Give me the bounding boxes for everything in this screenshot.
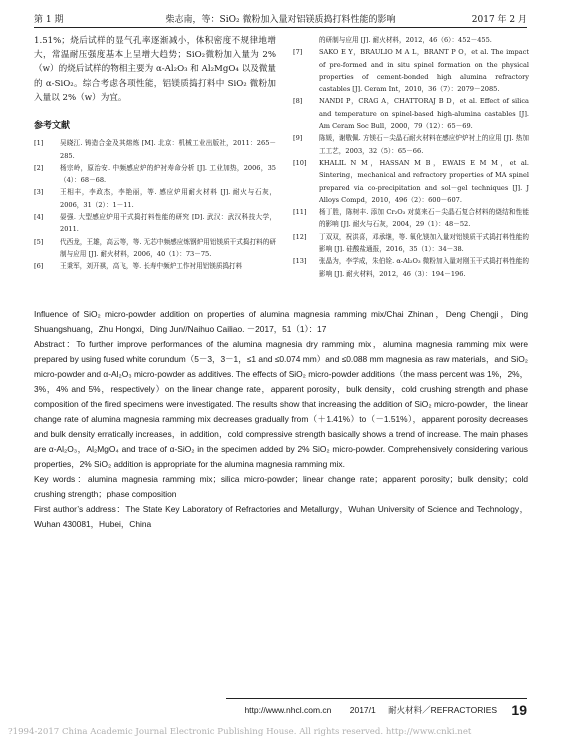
- reference-text: 杨宗岭，原治安. 中频感应炉的炉衬寿命分析 [J]. 工业加热，2006，35（4）：68－68.: [60, 163, 276, 185]
- reference-text: 陈媛，谢敬佩. 方镁石－尖晶石耐火材料在感应炉炉衬上的应用 [J]. 热加工工艺，2003，32（5）：65－66.: [319, 134, 529, 155]
- reference-item: [34, 260, 276, 272]
- reference-item: [293, 46, 529, 95]
- running-header: [34, 12, 527, 28]
- footer-rule: [226, 698, 527, 699]
- reference-item: [293, 255, 529, 280]
- reference-number: [11]: [293, 208, 307, 217]
- reference-number: [2]: [34, 163, 44, 172]
- reference-item: [34, 186, 276, 211]
- reference-item: [293, 95, 529, 132]
- left-column: [34, 34, 276, 272]
- footer-issue: 2017/1: [349, 705, 376, 715]
- reference-text: 代西龙，王雄，高云等，等. 无芯中频感应炼钢炉用铝镁质干式捣打料的研制与应用 [J]. 耐火材料，2006，40（1）：73－75.: [60, 237, 276, 258]
- reference-number: [9]: [293, 134, 303, 143]
- author-address: First author’s address：The State Key Laboratory of Refractories and Metallurgy，Wuhan University of Science and Technology，Wuhan 430081，Hubei，China: [34, 504, 528, 529]
- reference-number: [13]: [293, 257, 307, 266]
- reference-text: 杨丁胜，陈树丰. 添加 Cr₂O₃ 对莫来石－尖晶石复合材料的烧结和性能的影响 [J]. 耐火与石灰，2004，29（1）：48－52.: [319, 208, 529, 229]
- reference-item: [293, 34, 529, 46]
- header-issue: 第 1 期: [34, 15, 64, 25]
- copyright-watermark: ?1994-2017 China Academic Journal Electronic Publishing House. All rights reserved. http://www.cnki.net: [8, 727, 472, 737]
- abstract-title-line: Influence of SiO₂ micro-powder addition on properties of alumina magnesia ramming mix/Chai Zhinan，Deng Chengji，Ding Shuangshuang，Zhu Hongxi，Ding Jun//Naihuo Cailiao. －2017，51（1）：17: [34, 309, 528, 334]
- reference-text: 吴晓江. 铸造合金及其熔炼 [M]. 北京：机械工业出版社，2011：265－285.: [60, 139, 276, 160]
- reference-text: 晏强. 大型感应炉用干式捣打料性能的研究 [D]. 武汉：武汉科技大学，2011.: [60, 213, 276, 234]
- reference-number: [1]: [34, 139, 44, 148]
- header-rule: [34, 27, 527, 28]
- footer-journal: 耐火材料／REFRACTORIES: [388, 705, 498, 715]
- header-title: 柴志南，等：SiO₂ 微粉加入量对铝镁质捣打料性能的影响: [165, 15, 396, 25]
- reference-text: 王相丰，李政杰，李艳丽，等. 感应炉用耐火材料 [J]. 耐火与石灰，2006，31（2）：1－11.: [60, 188, 276, 209]
- reference-number: [6]: [34, 262, 44, 271]
- reference-item: [293, 157, 529, 206]
- reference-number: [5]: [34, 237, 44, 246]
- reference-item: [34, 236, 276, 261]
- references-heading: 参考文献: [34, 121, 71, 132]
- reference-number: [12]: [293, 232, 307, 241]
- footer-url[interactable]: http://www.nhcl.com.cn: [244, 705, 332, 715]
- reference-text: 王秉军，刘开祺，高飞，等. 长寿中频炉工作衬用铝镁质捣打料: [60, 262, 243, 271]
- references-list-right: [293, 34, 529, 280]
- abstract-text: Abstract：To further improve performances of the alumina magnesia dry ramming mix，alumina magnesia ramming mix were prepared by using fused white corundum（5－3，3－1，≤1 and ≤0.074 mm）and ≤0.088 mm magnesia as raw materials，and SiO₂ micro-powder and α-Al₂O₃ micro-powder as additives. The effects of SiO₂ micro-powder additions（the mass percent was 1%，2%，3%，4% and 5%，respectively）on the linear change rate，apparent porosity，bulk density，cold crushing strength and phase composition of the fired specimens were investigated. The results show that increasing the addition of SiO₂ micro-powder，the linear change rate of alumina magnesia ramming mix decreases gradually from（＋1.41%）to（－1.51%），apparent porosity decreases and bulk density erratically increases，in addition，cold compressive strength basically shows a trend of increase. The main phases are α-Al₂O₃，Al₂MgO₄ and trace of α-SiO₂ in the specimen added by 2% SiO₂ micro-powder. Comprehensively considering various properties，2% SiO₂ addition is appropriate for the alumina magnesia ramming mix.: [34, 339, 528, 469]
- reference-item: [34, 162, 276, 187]
- english-abstract: [34, 307, 528, 532]
- reference-number: [4]: [34, 213, 44, 221]
- reference-item: [34, 137, 276, 162]
- conclusion-paragraph: 1.51%；烧后试样的显气孔率逐渐减小，体积密度不规律地增大，常温耐压强度基本上呈增大趋势；SiO₂微粉加入量为 2%（w）的烧后试样的物相主要为 α-Al₂O₃ 和 Al₂MgO₄ 以及微量的 α-SiO₂。综合考虑各项性能，铝镁质捣打料中 SiO₂ 微粉加入量以 2%（w）为宜。: [34, 36, 276, 103]
- reference-text: 张晶为，李学成，朱伯铨. α-Al₂O₃ 微粉加入量对刚玉干式捣打料性能的影响 [J]. 耐火材料，2012，46（3）：194－196.: [319, 257, 529, 278]
- reference-text: 丁双双，祝洪喜，邓承继，等. 氧化镁加入量对铝镁质干式捣打料性能的影响 [J]. 硅酸盐通报，2016，35（1）：34－38.: [319, 232, 529, 254]
- reference-item: [293, 231, 529, 256]
- reference-number: [7]: [293, 48, 303, 57]
- reference-item: [293, 206, 529, 231]
- reference-text: 的研制与应用 [J]. 耐火材料，2012，46（6）：452－455.: [319, 36, 492, 44]
- references-list-left: [34, 137, 276, 272]
- reference-item: [293, 132, 529, 157]
- header-date: 2017 年 2 月: [471, 15, 527, 25]
- reference-text: SAKO E Y，BRAULIO M A L，BRANT P O，et al. The impact of pre-formed and in situ spinel formation on the physical properties of cement-bonded high alumina refractory castables [J]. Ceram Int，2010，36（7）：2079－2085.: [319, 48, 529, 94]
- right-column: [293, 34, 529, 280]
- reference-text: KHALIL N M，HASSAN M B，EWAIS E M M，et al. Sintering，mechanical and refractory properties of MA spinel prepared via co-precipitation and sol－gel techniques [J]. J Alloys Compd，2010，496（2）：600－607.: [319, 158, 529, 204]
- page-footer: [244, 702, 527, 718]
- page-number: 19: [511, 702, 527, 718]
- reference-text: NANDI P，CRAG A，CHATTORAJ B D，et al. Effect of silica and temperature on spinel-based high-alumina castables [J]. Am Ceram Soc Bull，2000，79（12）：65－69.: [319, 97, 529, 131]
- reference-number: [3]: [34, 188, 44, 197]
- reference-number: [293, 34, 319, 46]
- keywords: Key words：alumina magnesia ramming mix；silica micro-powder；linear change rate；apparent porosity；bulk density；cold crushing strength；phase composition: [34, 474, 528, 499]
- reference-item: [34, 211, 276, 236]
- reference-number: [8]: [293, 97, 303, 106]
- reference-number: [10]: [293, 158, 307, 167]
